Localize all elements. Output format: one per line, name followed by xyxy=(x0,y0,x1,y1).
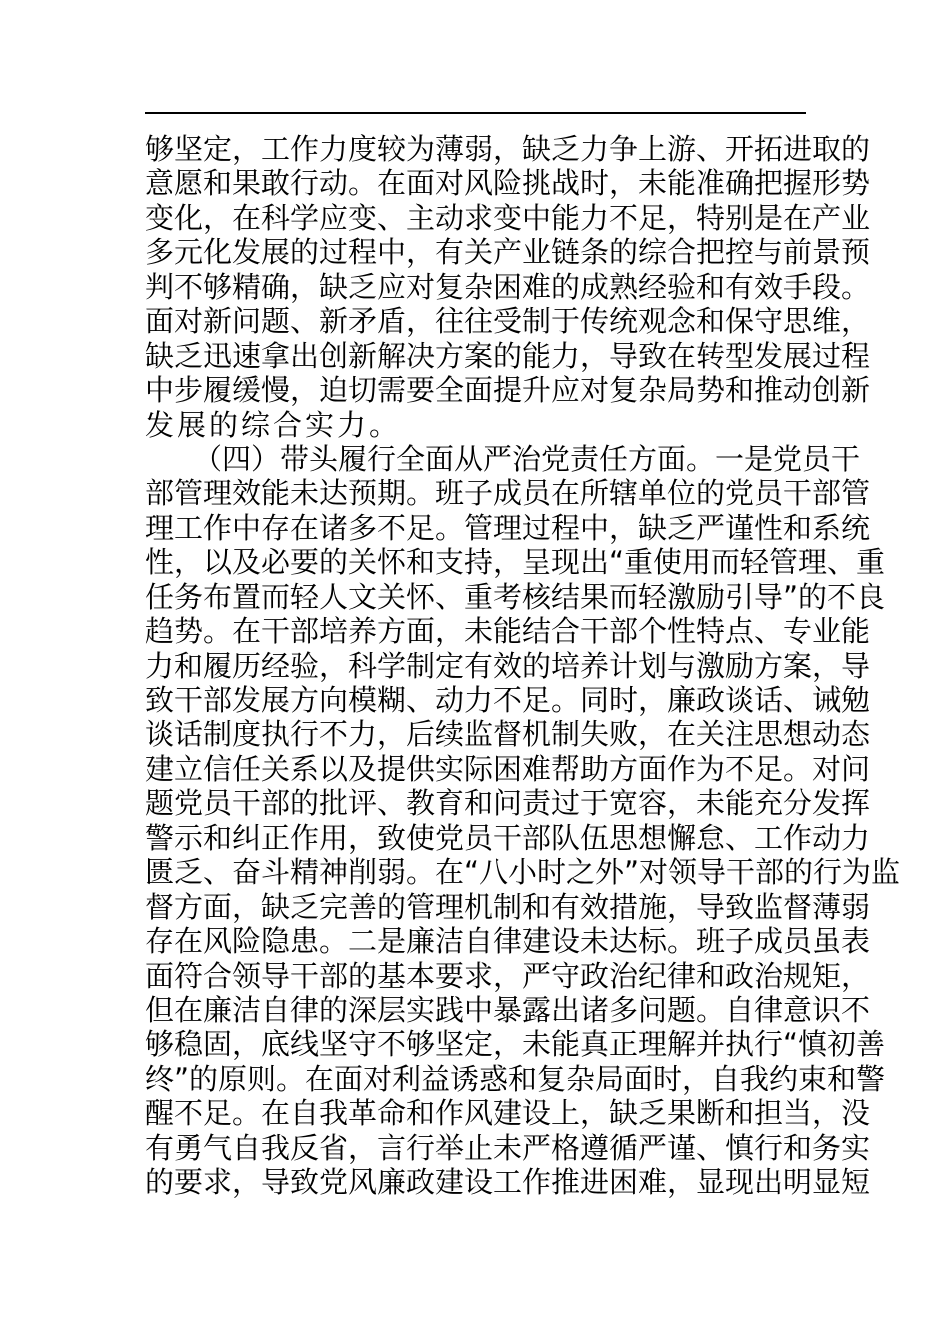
text-line: 谈话制度执行不力，后续监督机制失败，在关注思想动态 xyxy=(145,717,871,752)
text-line: 性，以及必要的关怀和支持，呈现出“重使用而轻管理、重 xyxy=(145,545,886,580)
text-line: 有勇气自我反省，言行举止未严格遵循严谨、慎行和务实 xyxy=(145,1130,871,1165)
text-line: 题党员干部的批评、教育和问责过于宽容，未能充分发挥 xyxy=(145,786,871,821)
text-line: 醒不足。在自我革命和作风建设上，缺乏果断和担当，没 xyxy=(145,1096,871,1131)
text-line: 的要求，导致党风廉政建设工作推进困难，显现出明显短 xyxy=(145,1165,871,1200)
text-line: 中步履缓慢，迫切需要全面提升应对复杂局势和推动创新 xyxy=(145,373,871,408)
paragraph-start-line: （四）带头履行全面从严治党责任方面。一是党员干 xyxy=(193,441,861,476)
text-line: 但在廉洁自律的深层实践中暴露出诸多问题。自律意识不 xyxy=(145,992,871,1027)
text-line: 够坚定，工作力度较为薄弱，缺乏力争上游、开拓进取的 xyxy=(145,132,871,166)
document-body xyxy=(145,132,901,1200)
text-line: 发展的综合实力。 xyxy=(145,407,402,442)
text-line: 变化，在科学应变、主动求变中能力不足，特别是在产业 xyxy=(145,200,871,235)
text-line: 面符合领导干部的基本要求，严守政治纪律和政治规矩， xyxy=(145,958,871,993)
text-line: 警示和纠正作用，致使党员干部队伍思想懈怠、工作动力 xyxy=(145,820,871,855)
text-line: 部管理效能未达预期。班子成员在所辖单位的党员干部管 xyxy=(145,476,871,511)
text-line: 匮乏、奋斗精神削弱。在“八小时之外”对领导干部的行为监 xyxy=(145,855,901,890)
text-line: 面对新问题、新矛盾，往往受制于传统观念和保守思维， xyxy=(145,304,871,339)
header-rule xyxy=(145,112,806,114)
text-line: 力和履历经验，科学制定有效的培养计划与激励方案，导 xyxy=(145,648,871,683)
text-line: 终”的原则。在面对利益诱惑和复杂局面时，自我约束和警 xyxy=(145,1061,886,1096)
text-line: 存在风险隐患。二是廉洁自律建设未达标。班子成员虽表 xyxy=(145,924,871,959)
text-line: 任务布置而轻人文关怀、重考核结果而轻激励引导”的不良 xyxy=(145,579,886,614)
text-line: 建立信任关系以及提供实际困难帮助方面作为不足。对问 xyxy=(145,751,871,786)
text-line: 致干部发展方向模糊、动力不足。同时，廉政谈话、诫勉 xyxy=(145,683,871,717)
text-line: 多元化发展的过程中，有关产业链条的综合把控与前景预 xyxy=(145,235,871,270)
text-line: 督方面，缺乏完善的管理机制和有效措施，导致监督薄弱 xyxy=(145,889,871,924)
text-line: 意愿和果敢行动。在面对风险挑战时，未能准确把握形势 xyxy=(145,166,871,201)
text-line: 判不够精确，缺乏应对复杂困难的成熟经验和有效手段。 xyxy=(145,269,871,304)
text-line: 趋势。在干部培养方面，未能结合干部个性特点、专业能 xyxy=(145,614,871,649)
text-line: 够稳固，底线坚守不够坚定，未能真正理解并执行“慎初善 xyxy=(145,1027,886,1062)
text-line: 理工作中存在诸多不足。管理过程中，缺乏严谨性和系统 xyxy=(145,510,871,545)
text-line: 缺乏迅速拿出创新解决方案的能力，导致在转型发展过程 xyxy=(145,338,871,373)
